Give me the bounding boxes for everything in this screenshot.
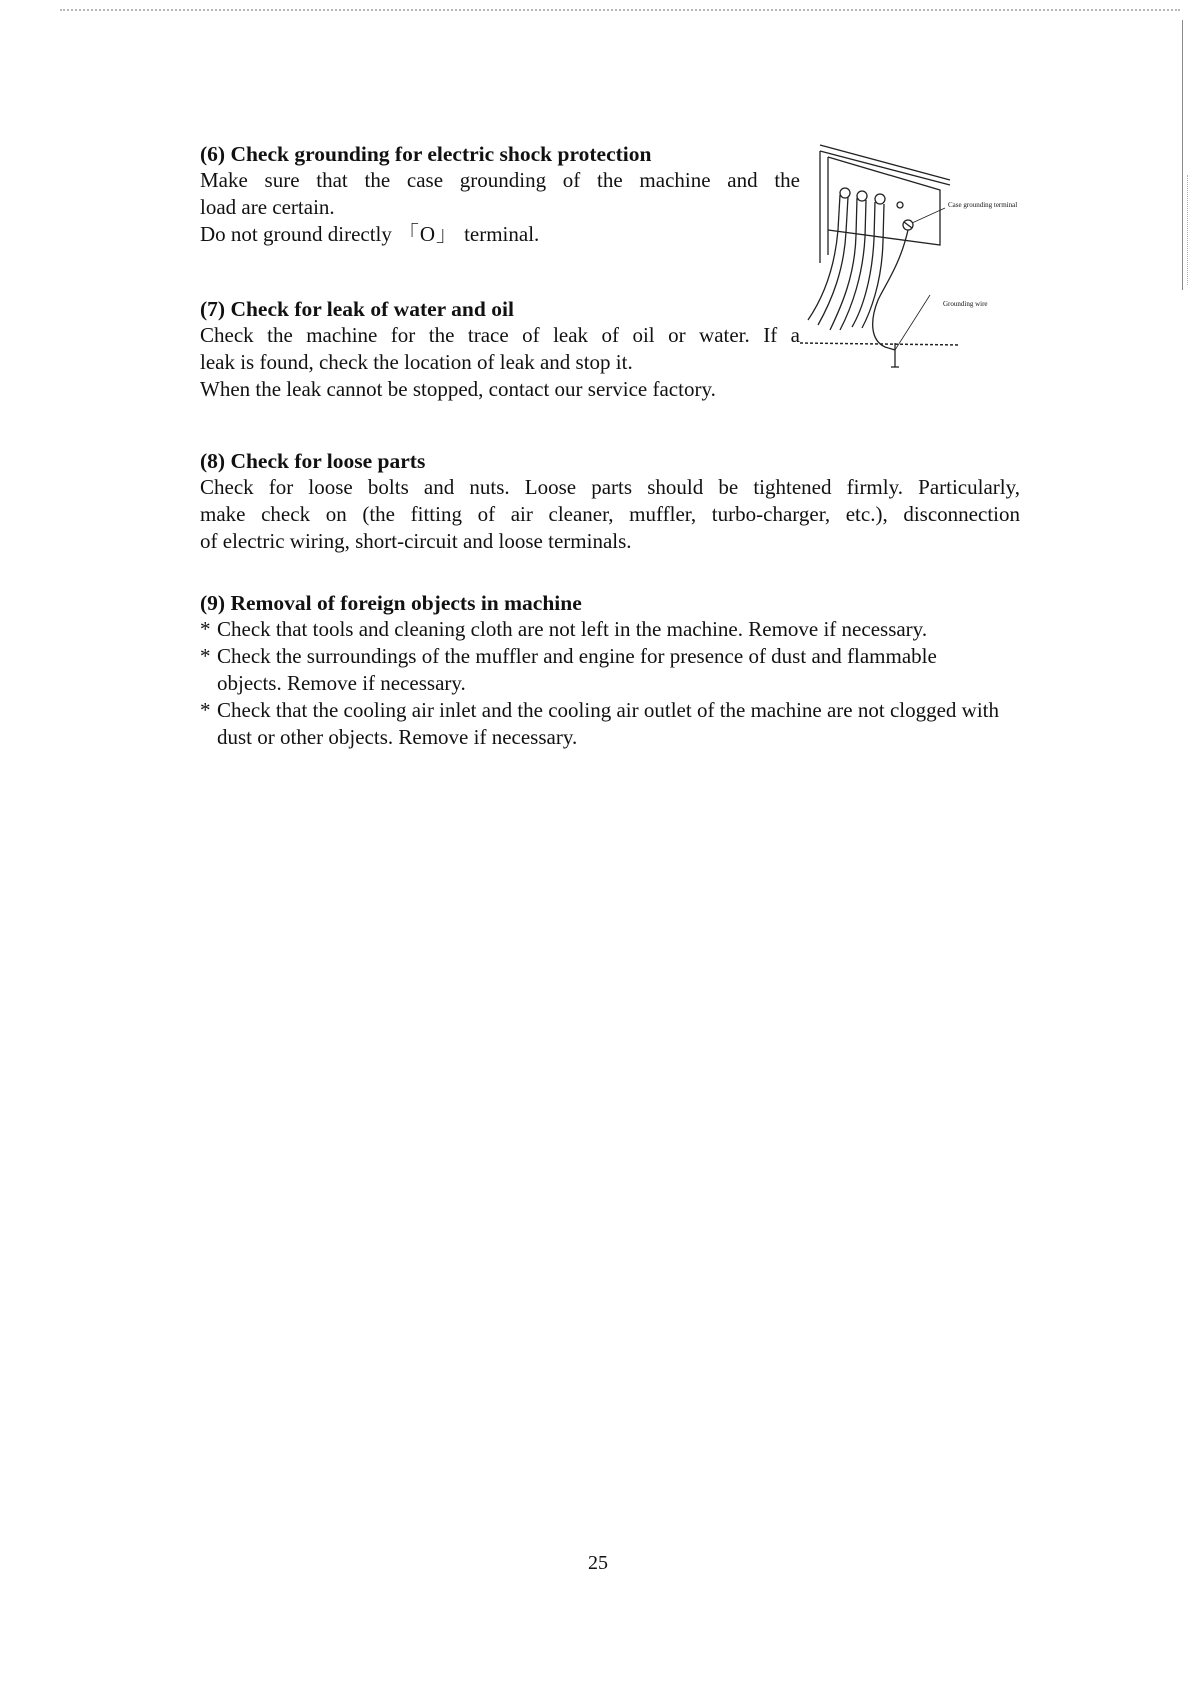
scan-edge-right (1182, 20, 1183, 290)
text-fragment: terminal. (464, 222, 540, 246)
section-heading: (8) Check for loose parts (200, 449, 426, 473)
terminal-label: 「O」 (397, 222, 459, 246)
paragraph-line: make check on (the fitting of air cleaner, muffler, turbo-charger, etc.), disconnection (200, 502, 1020, 526)
paragraph-line: Make sure that the case grounding of the machine and the (200, 168, 800, 192)
page-number: 25 (588, 1552, 608, 1574)
text-fragment: Do not ground directly (200, 222, 392, 246)
paragraph-line: When the leak cannot be stopped, contact our service factory. (200, 377, 716, 401)
section-loose-parts (200, 448, 1020, 555)
grounding-diagram (800, 135, 1030, 395)
case-terminal-label: Case grounding terminal (948, 201, 1018, 209)
section-foreign-objects (200, 590, 1000, 751)
list-item-text: Check the surroundings of the muffler and engine for presence of dust and flammable objects. Remove if necessary. (217, 644, 937, 695)
section-heading: (7) Check for leak of water and oil (200, 297, 514, 321)
scan-edge-right-dotted (1187, 175, 1188, 285)
paragraph-line: Check the machine for the trace of leak of oil or water. If a (200, 323, 800, 347)
scan-edge-top (60, 9, 1180, 11)
paragraph-line: Check for loose bolts and nuts. Loose parts should be tightened firmly. Particularly, (200, 475, 1020, 499)
list-item-text: Check that tools and cleaning cloth are not left in the machine. Remove if necessary. (217, 617, 928, 641)
list-item (200, 697, 1000, 751)
list-item (200, 616, 1000, 643)
paragraph-line (200, 221, 800, 248)
list-item (200, 643, 1000, 697)
asterisk-icon: * (200, 617, 211, 641)
list-item-text: Check that the cooling air inlet and the cooling air outlet of the machine are not clogged with dust or other objects. Remove if necessary. (217, 698, 1000, 749)
paragraph-line: load are certain. (200, 195, 335, 219)
section-grounding (200, 141, 800, 248)
section-heading: (6) Check grounding for electric shock protection (200, 142, 652, 166)
grounding-wire-label: Grounding wire (943, 300, 988, 308)
section-leak-check (200, 296, 800, 403)
section-heading: (9) Removal of foreign objects in machine (200, 591, 582, 615)
asterisk-icon: * (200, 698, 211, 722)
asterisk-icon: * (200, 644, 211, 668)
bullet-list (200, 616, 1000, 751)
paragraph-line: leak is found, check the location of leak and stop it. (200, 350, 633, 374)
paragraph-line: of electric wiring, short-circuit and loose terminals. (200, 529, 632, 553)
grounding-illustration (800, 135, 1030, 395)
